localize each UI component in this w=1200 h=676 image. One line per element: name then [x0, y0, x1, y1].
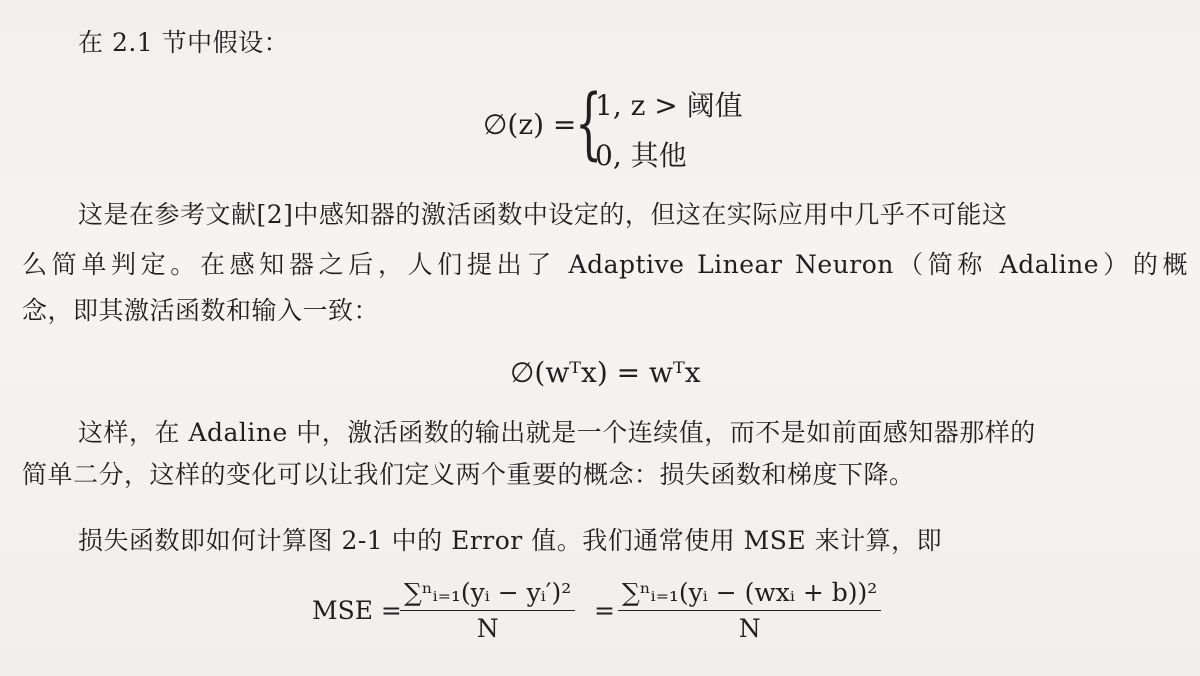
para3-line: 损失函数即如何计算图 2-1 中的 Error 值。我们通常使用 MSE 来计算，即	[78, 526, 943, 555]
para2-line2: 简单二分，这样的变化可以让我们定义两个重要的概念：损失函数和梯度下降。	[22, 460, 915, 489]
mse-equals: =	[594, 596, 615, 625]
cases-brace: {	[575, 79, 603, 169]
mse-numerator-1: ∑ⁿᵢ₌₁(yᵢ − yᵢ′)²	[400, 576, 575, 611]
case-otherwise: 0, 其他	[595, 139, 687, 172]
mse-numerator-2: ∑ⁿᵢ₌₁(yᵢ − (wxᵢ + b))²	[618, 576, 881, 611]
adaline-equation: ∅(wᵀx) = wᵀx	[510, 356, 701, 389]
mse-fraction-2	[618, 576, 881, 647]
mse-denominator-1: N	[476, 614, 499, 643]
para2-line1: 这样，在 Adaline 中，激活函数的输出就是一个连续值，而不是如前面感知器那样的	[78, 418, 1036, 447]
mse-denominator-2: N	[738, 614, 761, 643]
para1-line2: 么简单判定。在感知器之后，人们提出了 Adaptive Linear Neuron（简称 Adaline）的概	[22, 250, 1188, 279]
para1-line1: 这是在参考文献[2]中感知器的激活函数中设定的，但这在实际应用中几乎不可能这	[78, 200, 1008, 229]
para1-line3: 念，即其激活函数和输入一致：	[22, 296, 380, 325]
mse-label: MSE =	[312, 596, 402, 625]
activation-lhs: ∅(z) =	[483, 108, 577, 141]
intro-line: 在 2.1 节中假设：	[78, 28, 290, 57]
case-above-threshold: 1, z > 阈值	[595, 89, 743, 122]
mse-fraction-1	[400, 576, 575, 647]
